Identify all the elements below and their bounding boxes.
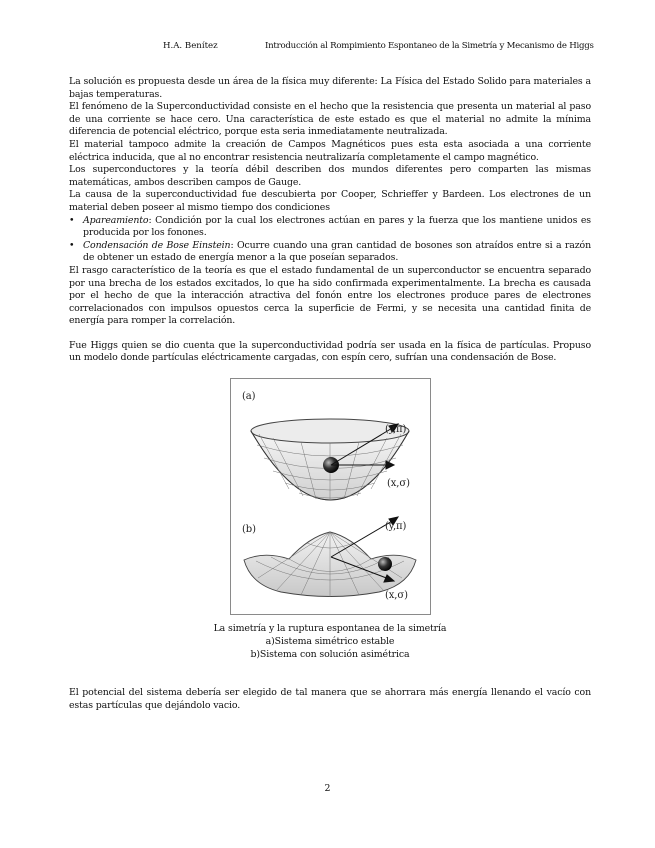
paragraph-gauge-fields: Los superconductores y la teoría débil describen dos mundos diferentes pero comparten las mismas matemáticas, ambos describen campos de Gauge. <box>69 164 591 188</box>
symmetry-figure <box>230 378 431 615</box>
figure-caption <box>69 622 591 661</box>
ball-broken-symmetry <box>378 557 392 571</box>
paragraph-higgs: Fue Higgs quien se dio cuenta que la superconductividad podría ser usada en la física de partículas. Propuso un modelo donde partículas eléctricamente cargadas, con espín cero, sufrían una condensación de Bose. <box>69 339 591 364</box>
bullet-icon: • <box>69 214 75 226</box>
page-header <box>0 41 655 55</box>
term-bose-einstein: Condensación de Bose Einstein <box>83 239 231 251</box>
page-number: 2 <box>324 783 331 794</box>
list-item-pairing <box>69 215 591 240</box>
label-a: (a) <box>241 391 255 403</box>
conditions-list <box>69 215 591 265</box>
caption-line-1: La simetría y la ruptura espontanea de la simetría <box>213 623 447 635</box>
bullet-icon: • <box>69 239 75 251</box>
caption-line-2: a)Sistema simétrico estable <box>265 636 395 648</box>
paragraph-energy-gap: El rasgo característico de la teoría es que el estado fundamental de un superconductor se encuentra separado por una brecha de los estados excitados, lo que ha sido confirmada experimentalmente. La brecha es causada por el hecho de que la interacción atractiva del fonón entre los electrones produce pares de electrones correlacionados con impulsos opuestos cerca la superficie de Fermi, y se necesita una cantidad finita de energía para romper la correlación. <box>69 264 591 327</box>
header-title: Introducción al Rompimiento Espontaneo de la Simetría y Mecanismo de Higgs <box>265 41 594 51</box>
paragraph-superconductivity: El fenómeno de la Superconductividad consiste en el hecho que la resistencia que presenta un material al paso de una corriente se hace cero. Una característica de este estado es que el material no admite la mínima diferencia de potencial eléctrico, porque esta seria inmediatamente neutralizada. <box>69 101 591 138</box>
potential-diagram <box>231 379 430 614</box>
paragraph-solution: La solución es propuesta desde un área de la física muy diferente: La Física del Estado Solido para materiales a bajas temperaturas. <box>69 76 591 100</box>
paragraph-magnetic-fields: El material tampoco admite la creación de Campos Magnéticos pues esta esta asociada a una corriente eléctrica inducida, que al no encontrar resistencia neutralizaría completamente el campo magnético. <box>69 138 591 163</box>
term-pairing: Apareamiento <box>83 214 149 226</box>
label-b: (b) <box>241 524 256 536</box>
list-item-bose-einstein <box>69 240 591 265</box>
caption-line-3: b)Sistema con solución asimétrica <box>250 649 410 661</box>
axis-x-label-a: (x,σ) <box>386 478 410 490</box>
axis-x-label-b: (x,σ) <box>384 590 408 602</box>
axis-y-label-b: (y,π) <box>384 521 406 533</box>
definition-pairing: : Condición por la cual los electrones actúan en pares y la fuerza que los mantiene unidos es producida por los fonones. <box>83 214 591 239</box>
page-body <box>69 76 591 712</box>
definition-bose-einstein: : Ocurre cuando una gran cantidad de bosones son atraídos entre si a razón de obtener un estado de energía menor a la que poseían separados. <box>83 239 591 264</box>
header-author: H.A. Benítez <box>163 41 218 51</box>
figure-container <box>69 378 591 615</box>
axis-y-label-a: (y,π) <box>384 424 406 436</box>
paragraph-bcs-cause: La causa de la superconductividad fue descubierta por Cooper, Schrieffer y Bardeen. Los electrones de un material deben poseer al mismo tiempo dos condiciones <box>69 189 591 213</box>
paragraph-potential: El potencial del sistema debería ser elegido de tal manera que se ahorrara más energía llenando el vacío con estas partículas que dejándolo vacio. <box>69 687 591 711</box>
